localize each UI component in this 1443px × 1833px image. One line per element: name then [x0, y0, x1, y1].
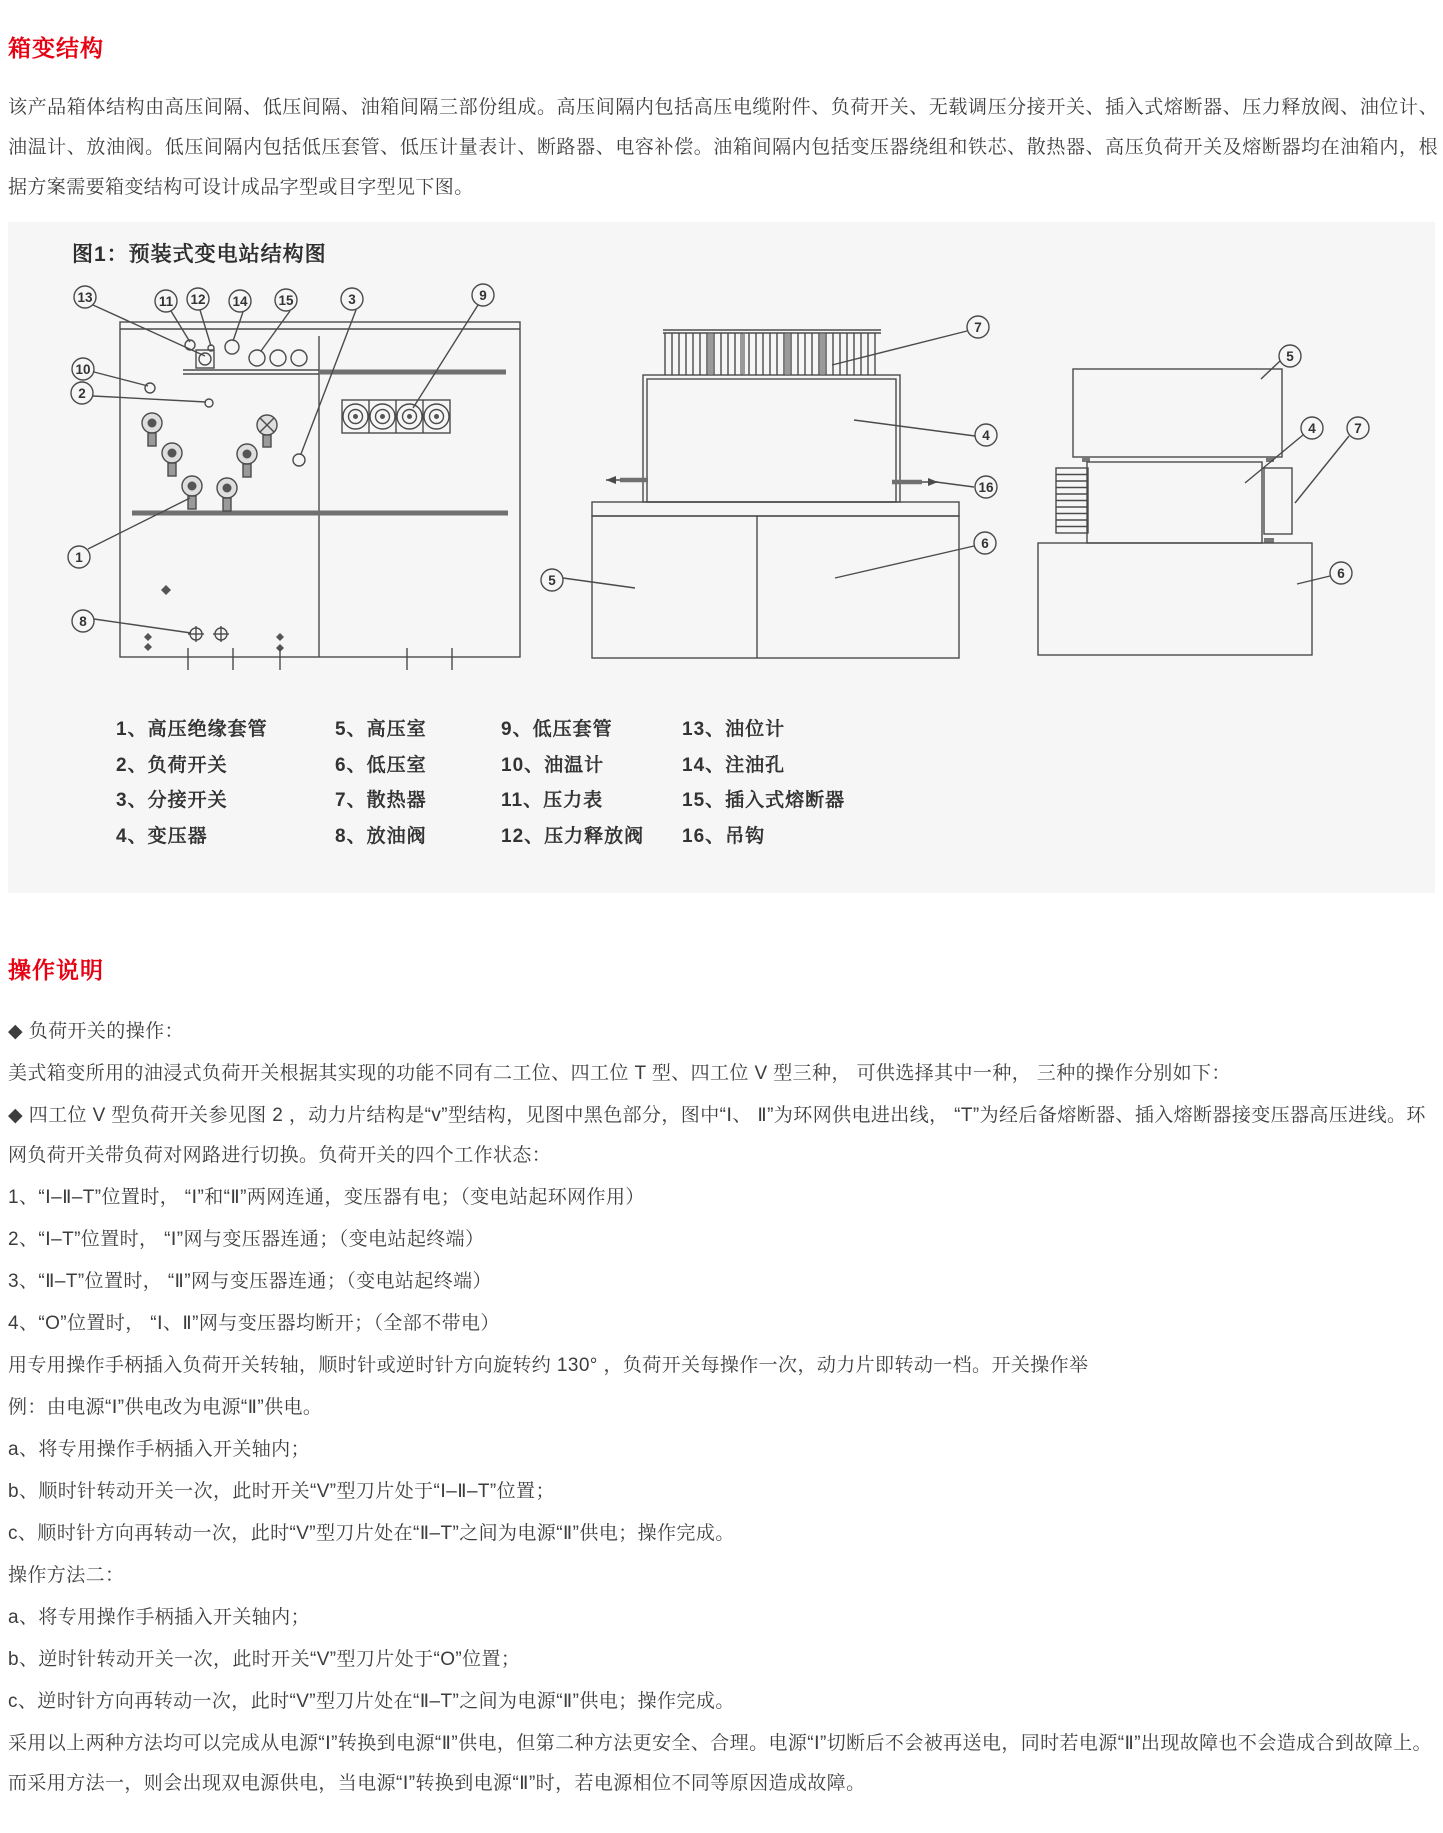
- oil-fill-hole: [225, 340, 239, 354]
- structure-diagram: [8, 250, 1435, 690]
- load-switch: [205, 399, 213, 407]
- legend-item: 15、插入式熔断器: [682, 790, 846, 811]
- hv-bushings: [142, 413, 277, 511]
- plug-in-fuse: [249, 350, 265, 366]
- callout-1: [68, 498, 190, 568]
- legend-item: 4、变压器: [116, 825, 208, 847]
- callout-16: [936, 476, 997, 498]
- op-line: 美式箱变所用的油浸式负荷开关根据其实现的功能不同有二工位、四工位 T 型、四工位 V 型三种， 可供选择其中一种， 三种的操作分别如下：: [8, 1063, 1231, 1084]
- op-line: 采用以上两种方法均可以完成从电源“Ⅰ”转换到电源“Ⅱ”供电，但第二种方法更安全、合理。电源“Ⅰ”切断后不会被再送电，同时若电源“Ⅱ”出现故障也不会造成合到故障上。而采用方法一，则会出现双电源供电，当电源“Ⅰ”转换到电源“Ⅱ”时，若电源相位不同等原因造成故障。: [8, 1733, 1432, 1794]
- figure-panel: [8, 222, 1435, 893]
- tap-switch: [293, 454, 305, 466]
- callout-15: [261, 289, 297, 351]
- legend-item: 12、压力释放阀: [501, 825, 645, 847]
- svg-text:12: 12: [190, 292, 206, 307]
- legend-item: 6、低压室: [335, 754, 427, 776]
- hv-compartment-box: [1073, 369, 1282, 457]
- callout-5b: [1261, 345, 1301, 379]
- svg-text:8: 8: [79, 614, 87, 629]
- op-line: c、逆时针方向再转动一次，此时“V”型刀片处在“Ⅱ–T”之间为电源“Ⅱ”供电；操作完成。: [8, 1691, 735, 1712]
- legend-col-1: [116, 714, 268, 856]
- op-line: 操作方法二：: [8, 1565, 125, 1586]
- svg-text:10: 10: [75, 362, 91, 377]
- callout-14: [229, 290, 251, 341]
- svg-text:3: 3: [348, 292, 356, 307]
- callout-4b: [1245, 417, 1323, 483]
- callout-6b: [1297, 562, 1352, 584]
- legend-item: 2、负荷开关: [116, 754, 228, 776]
- front-view: [68, 284, 520, 670]
- legend-item: 11、压力表: [501, 790, 604, 811]
- legend-item: 1、高压绝缘套管: [116, 719, 268, 740]
- lifting-hooks: [606, 476, 938, 486]
- radiator-fins: [665, 333, 875, 375]
- end-view: [1038, 345, 1369, 655]
- side-view: [541, 316, 997, 658]
- svg-text:15: 15: [278, 293, 294, 308]
- op-line: b、顺时针转动开关一次，此时开关“V”型刀片处于“Ⅰ–Ⅱ–T”位置；: [8, 1481, 555, 1502]
- svg-text:7: 7: [1354, 421, 1362, 436]
- svg-text:4: 4: [982, 428, 990, 443]
- legend-item: 8、放油阀: [335, 825, 427, 847]
- transformer-box: [1087, 462, 1262, 543]
- callout-9: [413, 284, 494, 408]
- section-title-structure: 箱变结构: [8, 35, 104, 61]
- op-line: a、将专用操作手柄插入开关轴内；: [8, 1607, 310, 1628]
- lv-bushing-grid: [342, 400, 450, 433]
- legend-item: 14、注油孔: [682, 754, 786, 776]
- legend-item: 9、低压套管: [501, 719, 613, 740]
- callout-11: [155, 290, 190, 342]
- figure-title: 图1：预装式变电站结构图: [72, 243, 327, 266]
- op-line: ◆ 负荷开关的操作：: [8, 1021, 184, 1042]
- op-line: 例：由电源“Ⅰ”供电改为电源“Ⅱ”供电。: [8, 1397, 323, 1418]
- svg-text:1: 1: [75, 550, 83, 565]
- op-line: 2、“Ⅰ–T”位置时， “Ⅰ”网与变压器连通；（变电站起终端）: [8, 1229, 485, 1250]
- legend-col-2: [335, 714, 427, 856]
- callout-8: [72, 610, 191, 633]
- oil-thermometer: [145, 383, 155, 393]
- legend-col-3: [501, 714, 644, 856]
- svg-text:7: 7: [974, 320, 982, 335]
- svg-text:5: 5: [548, 573, 556, 588]
- op-line: 1、“Ⅰ–Ⅱ–T”位置时， “Ⅰ”和“Ⅱ”两网连通，变压器有电；（变电站起环网作用）: [8, 1187, 645, 1208]
- callout-2: [71, 382, 206, 404]
- legend-item: 10、油温计: [501, 754, 605, 776]
- svg-text:4: 4: [1308, 421, 1316, 436]
- section-title-operation: 操作说明: [8, 957, 104, 983]
- svg-text:6: 6: [981, 536, 989, 551]
- legend-item: 3、分接开关: [116, 790, 228, 811]
- base-ticks: [188, 648, 452, 670]
- op-line: 用专用操作手柄插入负荷开关转轴，顺时针或逆时针方向旋转约 130° ，负荷开关每操作一次，动力片即转动一档。开关操作举: [8, 1355, 1089, 1376]
- cabinet-lid: [592, 502, 959, 516]
- op-line: c、顺时针方向再转动一次，此时“V”型刀片处在“Ⅱ–T”之间为电源“Ⅱ”供电；操作完成。: [8, 1523, 735, 1544]
- svg-text:14: 14: [232, 294, 248, 309]
- operation-instructions: [8, 1012, 1440, 1806]
- legend-col-4: [682, 714, 845, 856]
- cabinet-body: [592, 516, 959, 658]
- svg-text:2: 2: [78, 386, 86, 401]
- svg-text:16: 16: [978, 480, 994, 495]
- svg-text:5: 5: [1286, 349, 1294, 364]
- svg-text:11: 11: [158, 294, 174, 309]
- callout-4: [854, 420, 997, 446]
- lv-compartment-box: [1038, 543, 1312, 655]
- legend-item: 7、散热器: [335, 790, 427, 811]
- callout-6: [835, 532, 996, 578]
- legend-item: 16、吊钩: [682, 825, 766, 847]
- svg-text:13: 13: [77, 290, 93, 305]
- op-line: ◆ 四工位 V 型负荷开关参见图 2 ，动力片结构是“v”型结构，见图中黑色部分，图中“Ⅰ、 Ⅱ”为环网供电进出线， “T”为经后备熔断器、插入熔断器接变压器高压进线。环网负荷开关带负荷对网路进行切换。负荷开关的四个工作状态：: [8, 1105, 1426, 1166]
- op-line: a、将专用操作手柄插入开关轴内；: [8, 1439, 310, 1460]
- transformer-tank: [643, 375, 900, 502]
- op-line: 3、“Ⅱ–T”位置时， “Ⅱ”网与变压器连通；（变电站起终端）: [8, 1271, 492, 1292]
- callout-7: [832, 316, 989, 365]
- callout-12: [187, 288, 211, 346]
- svg-text:9: 9: [479, 288, 487, 303]
- svg-text:6: 6: [1337, 566, 1345, 581]
- side-cabinet-box: [1264, 468, 1292, 534]
- legend-item: 13、油位计: [682, 719, 786, 740]
- op-line: b、逆时针转动开关一次，此时开关“V”型刀片处于“O”位置；: [8, 1649, 521, 1670]
- legend-item: 5、高压室: [335, 719, 427, 740]
- op-line: 4、“O”位置时， “Ⅰ、Ⅱ”网与变压器均断开；（全部不带电）: [8, 1313, 500, 1334]
- structure-intro-paragraph: 该产品箱体结构由高压间隔、低压间隔、油箱间隔三部份组成。高压间隔内包括高压电缆附件、负荷开关、无载调压分接开关、插入式熔断器、压力释放阀、油位计、油温计、放油阀。低压间隔内包括低压套管、低压计量表计、断路器、电容补偿。油箱间隔内包括变压器绕组和铁芯、散热器、高压负荷开关及熔断器均在油箱内，根据方案需要箱变结构可设计成品字型或目字型见下图。: [8, 97, 1438, 198]
- callout-5: [541, 569, 635, 591]
- drain-valve-fittings: [144, 585, 284, 652]
